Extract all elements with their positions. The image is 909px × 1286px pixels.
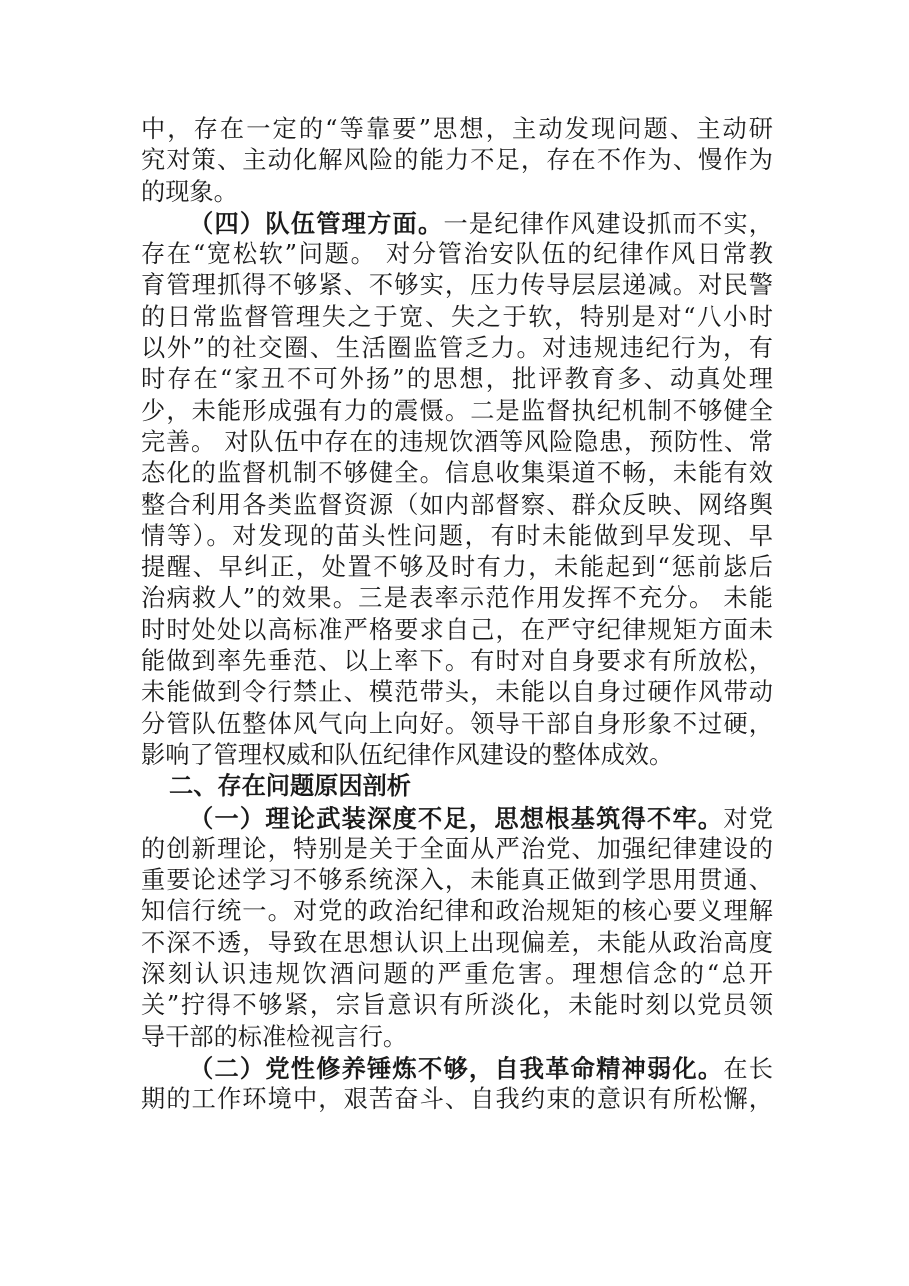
text-line — [141, 646, 773, 677]
text-segment: 存在“宽松软”问题。 对分管治安队伍的纪律作风日常教 — [141, 240, 773, 269]
text-line — [141, 239, 773, 270]
text-line — [141, 928, 773, 959]
text-line — [141, 145, 773, 176]
paragraph-lead: （四）队伍管理方面。 — [189, 208, 444, 238]
text-segment: 导干部的标准检视言行。 — [141, 1022, 408, 1051]
text-segment: 提醒、早纠正，处置不够及时有力，未能起到“惩前毖后 — [141, 553, 773, 582]
text-line — [141, 427, 773, 458]
text-segment: 深刻认识违规饮酒问题的严重危害。理想信念的“总开 — [141, 960, 773, 989]
text-line — [141, 583, 773, 614]
text-line — [141, 270, 773, 301]
text-line — [141, 1022, 773, 1053]
text-line — [141, 896, 773, 927]
text-line — [141, 771, 773, 802]
text-segment: 治病救人”的效果。三是表率示范作用发挥不充分。 未能 — [141, 584, 773, 613]
text-line — [141, 959, 773, 990]
text-segment: 时存在“家丑不可外扬”的思想，批评教育多、动真处理 — [141, 365, 773, 394]
text-segment: 一是纪律作风建设抓而不实， — [443, 209, 773, 238]
text-segment: 关”拧得不够紧，宗旨意识有所淡化，未能时刻以党员领 — [141, 991, 773, 1020]
text-segment: 期的工作环境中，艰苦奋斗、自我约束的意识有所松懈， — [141, 1085, 773, 1114]
text-segment: 情等）。对发现的苗头性问题，有时未能做到早发现、早 — [141, 521, 773, 550]
text-segment: 的现象。 — [141, 177, 238, 206]
text-line — [141, 552, 773, 583]
text-segment: 不深不透，导致在思想认识上出现偏差，未能从政治高度 — [141, 928, 773, 957]
text-line — [141, 302, 773, 333]
text-line — [141, 458, 773, 489]
text-line — [141, 740, 773, 771]
text-line — [141, 1053, 773, 1084]
text-line — [141, 114, 773, 145]
text-line — [141, 208, 773, 239]
text-segment: 未能做到令行禁止、模范带头，未能以自身过硬作风带动 — [141, 678, 773, 707]
text-segment: 的创新理论，特别是关于全面从严治党、加强纪律建设的 — [141, 834, 773, 863]
text-segment: 分管队伍整体风气向上向好。领导干部自身形象不过硬， — [141, 709, 773, 738]
text-segment: 时时处处以高标准严格要求自己，在严守纪律规矩方面未 — [141, 615, 773, 644]
text-segment: 以外”的社交圈、生活圈监管乏力。对违规违纪行为，有 — [141, 334, 773, 363]
text-segment: 重要论述学习不够系统深入，未能真正做到学思用贯通、 — [141, 866, 773, 895]
text-line — [141, 1084, 773, 1115]
text-line — [141, 615, 773, 646]
text-line — [141, 803, 773, 834]
text-line — [141, 834, 773, 865]
text-line — [141, 865, 773, 896]
section-heading: 二、存在问题原因剖析 — [169, 772, 411, 801]
text-line — [141, 990, 773, 1021]
text-line — [141, 177, 773, 208]
paragraph-lead: （一）理论武装深度不足，思想根基筑得不牢。 — [189, 803, 724, 833]
text-segment: 少，未能形成强有力的震慑。二是监督执纪机制不够健全 — [141, 396, 773, 425]
text-segment: 态化的监督机制不够健全。信息收集渠道不畅，未能有效 — [141, 459, 773, 488]
text-segment: 知信行统一。对党的政治纪律和政治规矩的核心要义理解 — [141, 897, 773, 926]
text-segment: 对党 — [723, 804, 773, 833]
text-line — [141, 396, 773, 427]
text-line — [141, 364, 773, 395]
text-segment: 影响了管理权威和队伍纪律作风建设的整体成效。 — [141, 740, 674, 769]
text-line — [141, 521, 773, 552]
text-segment: 育管理抓得不够紧、不够实，压力传导层层递减。对民警 — [141, 271, 773, 300]
text-segment: 能做到率先垂范、以上率下。有时对自身要求有所放松， — [141, 647, 773, 676]
text-segment: 在长 — [723, 1054, 773, 1083]
text-segment: 整合利用各类监督资源（如内部督察、群众反映、网络舆 — [141, 490, 773, 519]
text-segment: 究对策、主动化解风险的能力不足，存在不作为、慢作为 — [141, 146, 773, 175]
text-line — [141, 490, 773, 521]
text-segment: 完善。 对队伍中存在的违规饮酒等风险隐患，预防性、常 — [141, 427, 773, 456]
text-line — [141, 677, 773, 708]
text-segment: 中，存在一定的“等靠要”思想，主动发现问题、主动研 — [141, 115, 773, 143]
text-segment: 的日常监督管理失之于宽、失之于软，特别是对“八小时 — [141, 302, 773, 331]
text-line — [141, 709, 773, 740]
text-line — [141, 333, 773, 364]
document-body — [141, 114, 773, 1116]
paragraph-lead: （二）党性修养锤炼不够，自我革命精神弱化。 — [189, 1053, 724, 1083]
